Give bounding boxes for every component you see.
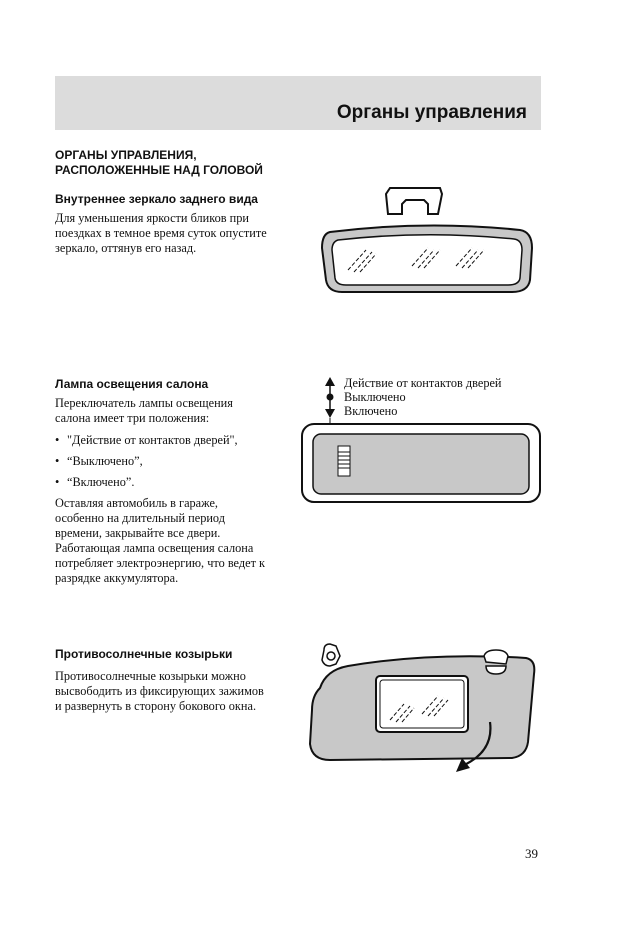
bullet-item	[55, 433, 238, 448]
rearview-mirror-illustration	[316, 184, 542, 300]
text-line: салона имеет три положения:	[55, 411, 210, 425]
page-number: 39	[525, 846, 538, 861]
text-line: разрядке аккумулятора.	[55, 571, 179, 585]
text-line: Работающая лампа освещения салона	[55, 541, 254, 555]
lamp-heading: Лампа освещения салона	[55, 377, 209, 391]
mirror-heading: Внутреннее зеркало заднего вида	[55, 192, 258, 206]
text-line: особенно на длительный период	[55, 511, 225, 525]
section-heading-line: ОРГАНЫ УПРАВЛЕНИЯ,	[55, 148, 197, 162]
visor-heading: Противосолнечные козырьки	[55, 647, 233, 661]
lamp-position-label: Действие от контактов дверей	[344, 376, 502, 390]
text-line: Для уменьшения яркости бликов при	[55, 211, 249, 225]
bullet-icon: •	[55, 454, 60, 468]
page-title: Органы управления	[336, 102, 527, 123]
dome-lamp-illustration	[300, 372, 545, 508]
bullet-item	[55, 475, 134, 490]
text-line: Противосолнечные козырьки можно	[55, 669, 246, 683]
bullet-text: "Действие от контактов дверей",	[67, 433, 238, 447]
text-line: зеркало, оттянув его назад.	[55, 241, 197, 255]
text-line: высвободить из фиксирующих зажимов	[55, 684, 264, 698]
bullet-text: “Включено”.	[67, 475, 135, 489]
text-line: потребляет электроэнергию, что ведет к	[55, 556, 265, 570]
lamp-position-label: Включено	[344, 404, 398, 418]
section-heading-line: РАСПОЛОЖЕННЫЕ НАД ГОЛОВОЙ	[55, 163, 263, 177]
text-line: времени, закрывайте все двери.	[55, 526, 221, 540]
bullet-item	[55, 454, 143, 469]
sun-visor-illustration	[300, 640, 545, 780]
text-line: поездках в темное время суток опустите	[55, 226, 267, 240]
mirror-text	[55, 211, 300, 256]
lamp-position-label: Выключено	[344, 390, 406, 404]
lamp-intro	[55, 396, 300, 426]
bullet-icon: •	[55, 433, 60, 447]
visor-text	[55, 669, 300, 714]
bullet-icon: •	[55, 475, 60, 489]
text-line: Оставляя автомобиль в гараже,	[55, 496, 219, 510]
section-heading	[55, 148, 355, 178]
text-line: Переключатель лампы освещения	[55, 396, 233, 410]
lamp-note	[55, 496, 300, 586]
bullet-text: “Выключено”,	[67, 454, 143, 468]
page-header	[55, 76, 541, 130]
text-line: и развернуть в сторону бокового окна.	[55, 699, 257, 713]
